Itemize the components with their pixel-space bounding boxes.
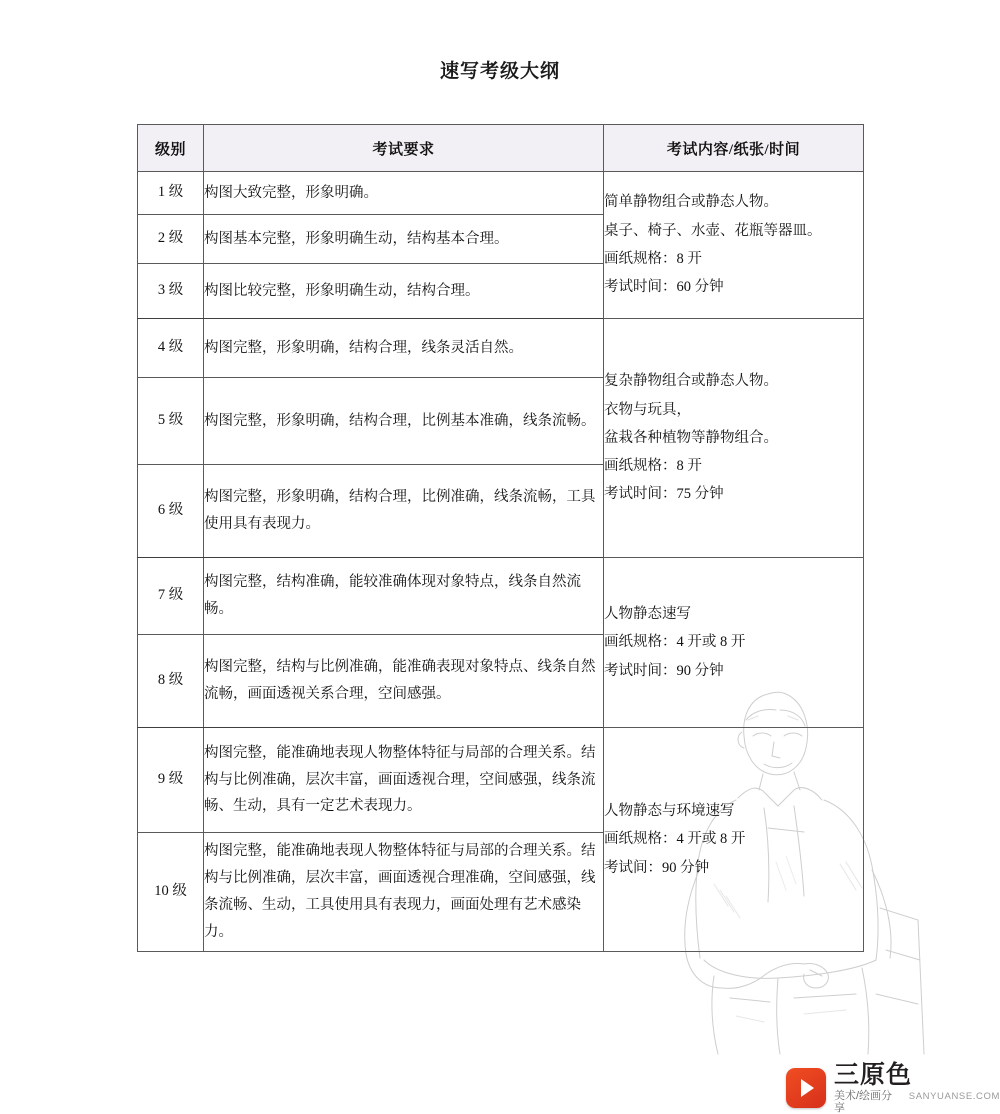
- content-line: 桌子、椅子、水壶、花瓶等器皿。: [604, 222, 822, 239]
- content-line: 简单静物组合或静态人物。: [604, 194, 778, 211]
- requirement-text: 构图完整，能准确地表现人物整体特征与局部的合理关系。结构与比例准确，层次丰富，画面透视合理准确，空间感强，线条流畅、生动，工具使用具有表现力，画面处理有艺术感染力。: [204, 833, 604, 952]
- exam-outline-table: [137, 124, 864, 952]
- content-line: 考试时间：60 分钟: [604, 279, 724, 296]
- content-line: 画纸规格：4 开或 8 开: [604, 831, 746, 848]
- table-header-row: [138, 125, 864, 172]
- level-label: 9 级: [138, 728, 204, 833]
- requirement-text: 构图完整，结构与比例准确，能准确表现对象特点、线条自然流畅，画面透视关系合理，空间感强。: [204, 635, 604, 728]
- content-line: 衣物与玩具，: [604, 401, 691, 418]
- watermark-tagline: 美术/绘画分享: [833, 1089, 893, 1114]
- table-row: [138, 319, 864, 378]
- requirement-text: 构图完整，形象明确，结构合理，线条灵活自然。: [204, 319, 604, 378]
- level-label: 1 级: [138, 172, 204, 215]
- play-triangle-logo-icon: [786, 1068, 826, 1108]
- watermark-subtitle-row: [834, 1090, 1000, 1114]
- requirement-text: 构图完整，能准确地表现人物整体特征与局部的合理关系。结构与比例准确，层次丰富，画面透视合理，空间感强，线条流畅、生动，具有一定艺术表现力。: [204, 728, 604, 833]
- content-group-cell: [604, 558, 864, 728]
- content-line: 画纸规格：8 开: [604, 458, 702, 475]
- content-line: 画纸规格：4 开或 8 开: [604, 634, 746, 651]
- content-line: 考试间：90 分钟: [604, 859, 710, 876]
- page-title: 速写考级大纲: [439, 61, 560, 82]
- content-line: 考试时间：75 分钟: [604, 486, 724, 503]
- level-label: 2 级: [138, 215, 204, 264]
- watermark-brand-name: 三原色: [833, 1061, 912, 1089]
- table-row: [138, 558, 864, 635]
- level-label: 6 级: [138, 465, 204, 558]
- content-line: 复杂静物组合或静态人物。: [604, 373, 778, 390]
- content-line: 画纸规格：8 开: [604, 251, 702, 267]
- exam-outline-table-container: [137, 124, 863, 952]
- content-group-cell: [604, 319, 864, 558]
- level-label: 7 级: [138, 558, 204, 635]
- content-line: 考试时间：90 分钟: [604, 662, 724, 679]
- level-label: 10 级: [138, 833, 204, 952]
- level-label: 3 级: [138, 264, 204, 319]
- content-line: 人物静态与环境速写: [604, 803, 735, 820]
- level-label: 8 级: [138, 635, 204, 728]
- requirement-text: 构图大致完整，形象明确。: [204, 172, 604, 215]
- watermark-text: [834, 1062, 1000, 1114]
- table-row: [138, 172, 864, 215]
- column-header-level: 级别: [138, 125, 204, 172]
- content-group-cell: [604, 728, 864, 952]
- column-header-requirement: 考试要求: [204, 125, 604, 172]
- level-label: 5 级: [138, 378, 204, 465]
- table-row: [138, 728, 864, 833]
- requirement-text: 构图完整，结构准确，能较准确体现对象特点，线条自然流畅。: [204, 558, 604, 635]
- level-label: 4 级: [138, 319, 204, 378]
- requirement-text: 构图比较完整，形象明确生动，结构合理。: [204, 264, 604, 319]
- column-header-content: 考试内容/纸张/时间: [604, 125, 864, 172]
- requirement-text: 构图完整，形象明确，结构合理，比例准确，线条流畅，工具使用具有表现力。: [204, 465, 604, 558]
- content-line: 盆栽各种植物等静物组合。: [604, 429, 778, 446]
- site-watermark: [786, 1062, 1000, 1114]
- watermark-domain: SANYUANSE.COM: [908, 1090, 1000, 1102]
- content-line: 人物静态速写: [604, 606, 691, 623]
- content-group-cell: [604, 172, 864, 319]
- requirement-text: 构图基本完整，形象明确生动，结构基本合理。: [204, 215, 604, 264]
- requirement-text: 构图完整，形象明确，结构合理，比例基本准确，线条流畅。: [204, 378, 604, 465]
